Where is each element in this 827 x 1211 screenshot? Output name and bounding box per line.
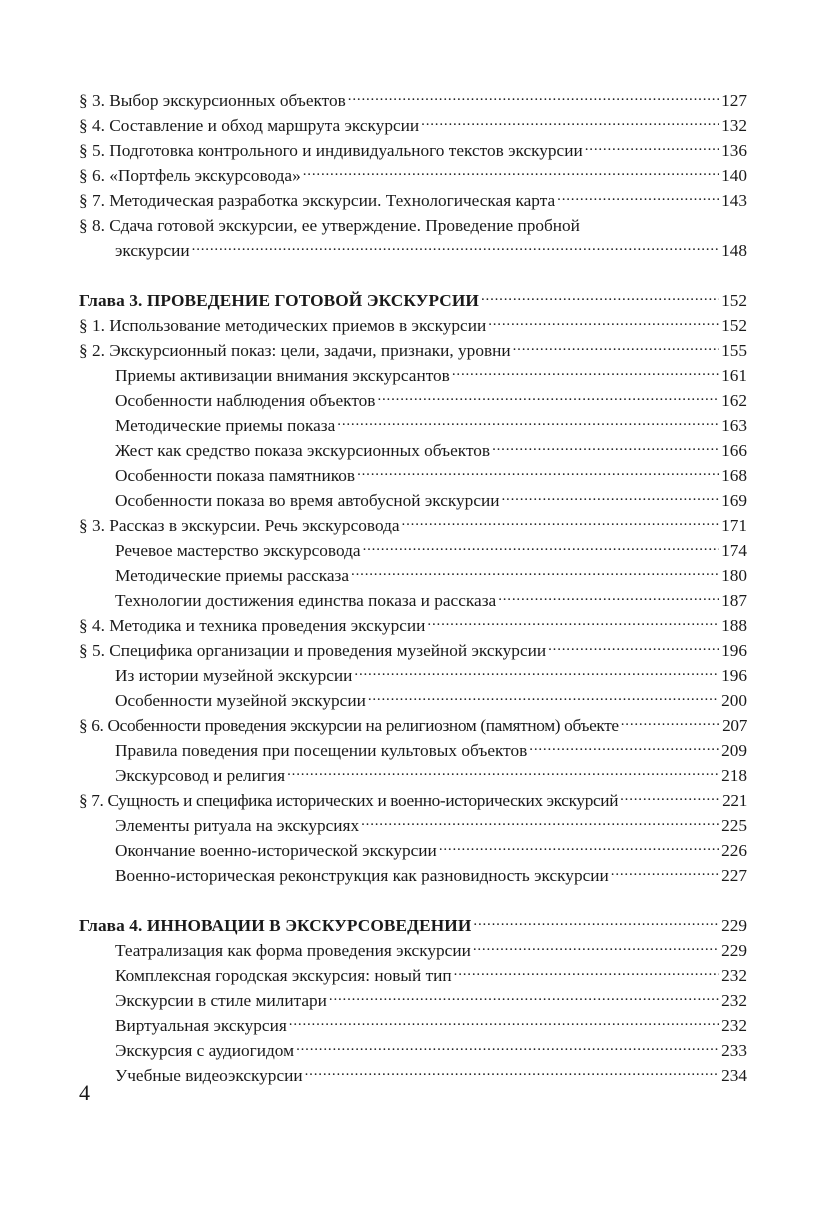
leader-dots (529, 739, 719, 756)
toc-entry (79, 163, 747, 188)
toc-subentry (79, 988, 747, 1013)
toc-entry (79, 613, 747, 638)
toc-page-number: 226 (721, 841, 747, 860)
chapter-heading (79, 288, 747, 313)
toc-entry-label: Особенности показа памятников (115, 466, 356, 485)
leader-dots (329, 989, 719, 1006)
toc-entry-label: Речевое мастерство экскурсовода (115, 541, 361, 560)
leader-dots (473, 939, 719, 956)
toc-entry-label: Окончание военно-исторической экскурсии (115, 841, 437, 860)
toc-subentry (79, 488, 747, 513)
toc-entry-label: Экскурсии в стиле милитари (115, 991, 327, 1010)
toc-subentry (79, 1063, 747, 1088)
toc-page-number: 171 (721, 516, 747, 535)
chapter-heading (79, 913, 747, 938)
toc-entry-label: § 6. Особенности проведения экскурсии на религиозном (памятном) объекте (79, 716, 619, 735)
toc-page-number: 207 (722, 716, 747, 735)
chapter-title: Глава 3. ПРОВЕДЕНИЕ ГОТОВОЙ ЭКСКУРСИИ (79, 291, 479, 310)
toc-page-number: 168 (721, 466, 747, 485)
toc-page-number: 209 (721, 741, 747, 760)
toc-page-number: 233 (721, 1041, 747, 1060)
toc-entry-label: § 7. Методическая разработка экскурсии. Технологическая карта (79, 191, 556, 210)
toc-page-number: 174 (721, 541, 747, 560)
leader-dots (611, 864, 719, 881)
toc-subentry (79, 1013, 747, 1038)
table-of-contents (79, 88, 747, 1088)
toc-entry-label: § 3. Выбор экскурсионных объектов (79, 91, 346, 110)
leader-dots (548, 639, 719, 656)
leader-dots (354, 664, 719, 681)
leader-dots (498, 589, 719, 606)
toc-entry-label: Жест как средство показа экскурсионных объектов (115, 441, 491, 460)
toc-entry-label: Методические приемы показа (115, 416, 336, 435)
leader-dots (492, 439, 719, 456)
toc-subentry (79, 813, 747, 838)
leader-dots (585, 139, 719, 156)
leader-dots (337, 414, 719, 431)
toc-page-number: 148 (721, 241, 747, 260)
leader-dots (621, 714, 720, 731)
toc-entry-label: Элементы ритуала на экскурсиях (115, 816, 360, 835)
toc-entry-label: § 4. Составление и обход маршрута экскурсии (79, 116, 420, 135)
toc-page-number: 187 (721, 591, 747, 610)
page-number: 4 (79, 1080, 90, 1105)
leader-dots (357, 464, 719, 481)
toc-page-number: 234 (721, 1066, 747, 1085)
toc-page-number: 155 (721, 341, 747, 360)
leader-dots (287, 764, 719, 781)
leader-dots (296, 1039, 719, 1056)
toc-entry-continuation (79, 238, 747, 263)
toc-page-number: 132 (721, 116, 747, 135)
toc-subentry (79, 938, 747, 963)
toc-entry-label: Особенности показа во время автобусной экскурсии (115, 491, 500, 510)
toc-entry-label: Приемы активизации внимания экскурсантов (115, 366, 450, 385)
toc-entry-label: § 5. Подготовка контрольного и индивидуального текстов экскурсии (79, 141, 583, 160)
leader-dots (368, 689, 719, 706)
spacer (79, 888, 747, 913)
toc-entry-label: § 5. Специфика организации и проведения музейной экскурсии (79, 641, 547, 660)
toc-entry-label: Особенности музейной экскурсии (115, 691, 366, 710)
toc-entry (79, 213, 747, 238)
leader-dots (421, 114, 719, 131)
toc-page-number: 227 (721, 866, 747, 885)
toc-entry-label: § 3. Рассказ в экскурсии. Речь экскурсовода (79, 516, 400, 535)
toc-page-number: 162 (721, 391, 747, 410)
toc-entry (79, 788, 747, 813)
toc-entry-label: Технологии достижения единства показа и рассказа (115, 591, 497, 610)
toc-page-number: 166 (721, 441, 747, 460)
toc-entry-label: Правила поведения при посещении культовых объектов (115, 741, 528, 760)
toc-page-number: 152 (721, 316, 747, 335)
toc-entry-label: экскурсии (115, 241, 190, 260)
leader-dots (351, 564, 719, 581)
toc-entry-label: Военно-историческая реконструкция как разновидность экскурсии (115, 866, 609, 885)
toc-page-number: 161 (721, 366, 747, 385)
leader-dots (454, 964, 719, 981)
toc-page-number: 225 (721, 816, 747, 835)
leader-dots (348, 89, 719, 106)
toc-entry-label: Виртуальная экскурсия (115, 1016, 287, 1035)
toc-page-number: 180 (721, 566, 747, 585)
toc-entry (79, 513, 747, 538)
toc-page-number: 229 (721, 941, 747, 960)
toc-entry-label: Комплексная городская экскурсия: новый тип (115, 966, 452, 985)
chapter-title: Глава 4. ИННОВАЦИИ В ЭКСКУРСОВЕДЕНИИ (79, 916, 472, 935)
toc-page-number: 152 (721, 291, 747, 310)
toc-page-number: 229 (721, 916, 747, 935)
toc-subentry (79, 863, 747, 888)
leader-dots (488, 314, 719, 331)
toc-subentry (79, 538, 747, 563)
leader-dots (513, 339, 719, 356)
leader-dots (361, 814, 719, 831)
toc-page-number: 232 (721, 1016, 747, 1035)
toc-subentry (79, 963, 747, 988)
toc-page-number: 188 (721, 616, 747, 635)
toc-subentry (79, 563, 747, 588)
toc-entry-label: Учебные видеоэкскурсии (115, 1066, 303, 1085)
toc-subentry (79, 738, 747, 763)
toc-entry-label: Экскурсия с аудиогидом (115, 1041, 295, 1060)
toc-page-number: 232 (721, 966, 747, 985)
leader-dots (473, 914, 719, 931)
toc-entry (79, 113, 747, 138)
toc-entry (79, 88, 747, 113)
toc-page-number: 140 (721, 166, 747, 185)
toc-page-number: 218 (721, 766, 747, 785)
toc-page-number: 200 (721, 691, 747, 710)
toc-entry (79, 313, 747, 338)
toc-entry-label: § 2. Экскурсионный показ: цели, задачи, признаки, уровни (79, 341, 511, 360)
toc-page-number: 196 (721, 641, 747, 660)
toc-subentry (79, 588, 747, 613)
leader-dots (439, 839, 719, 856)
leader-dots (481, 289, 719, 306)
toc-page-number: 221 (722, 791, 747, 810)
toc-entry-label: Методические приемы рассказа (115, 566, 350, 585)
toc-entry-label: Экскурсовод и религия (115, 766, 286, 785)
leader-dots (557, 189, 719, 206)
leader-dots (427, 614, 719, 631)
toc-entry-label: § 7. Сущность и специфика исторических и военно-исторических экскурсий (79, 791, 619, 810)
leader-dots (363, 539, 720, 556)
toc-entry-label: Из истории музейной экскурсии (115, 666, 353, 685)
toc-page-number: 136 (721, 141, 747, 160)
toc-subentry (79, 363, 747, 388)
toc-entry (79, 713, 747, 738)
toc-page-number: 196 (721, 666, 747, 685)
toc-page-number: 143 (721, 191, 747, 210)
toc-entry-label: § 1. Использование методических приемов в экскурсии (79, 316, 487, 335)
toc-entry (79, 138, 747, 163)
leader-dots (192, 239, 719, 256)
toc-entry-label: Театрализация как форма проведения экскурсии (115, 941, 471, 960)
toc-entry-label: § 6. «Портфель экскурсовода» (79, 166, 301, 185)
toc-subentry (79, 388, 747, 413)
toc-subentry (79, 463, 747, 488)
toc-page-number: 127 (721, 91, 747, 110)
leader-dots (620, 789, 720, 806)
toc-subentry (79, 688, 747, 713)
leader-dots (452, 364, 719, 381)
leader-dots (303, 164, 719, 181)
toc-entry-label: § 4. Методика и техника проведения экскурсии (79, 616, 426, 635)
toc-subentry (79, 438, 747, 463)
leader-dots (377, 389, 719, 406)
toc-entry (79, 188, 747, 213)
toc-page-number: 169 (721, 491, 747, 510)
toc-entry-label: § 8. Сдача готовой экскурсии, ее утверждение. Проведение пробной (79, 216, 580, 235)
toc-subentry (79, 663, 747, 688)
leader-dots (402, 514, 720, 531)
leader-dots (502, 489, 720, 506)
toc-subentry (79, 838, 747, 863)
toc-subentry (79, 1038, 747, 1063)
toc-entry (79, 338, 747, 363)
leader-dots (305, 1064, 719, 1081)
toc-page-number: 163 (721, 416, 747, 435)
toc-subentry (79, 763, 747, 788)
spacer (79, 263, 747, 288)
toc-subentry (79, 413, 747, 438)
toc-entry-label: Особенности наблюдения объектов (115, 391, 376, 410)
leader-dots (289, 1014, 719, 1031)
toc-page-number: 232 (721, 991, 747, 1010)
toc-entry (79, 638, 747, 663)
